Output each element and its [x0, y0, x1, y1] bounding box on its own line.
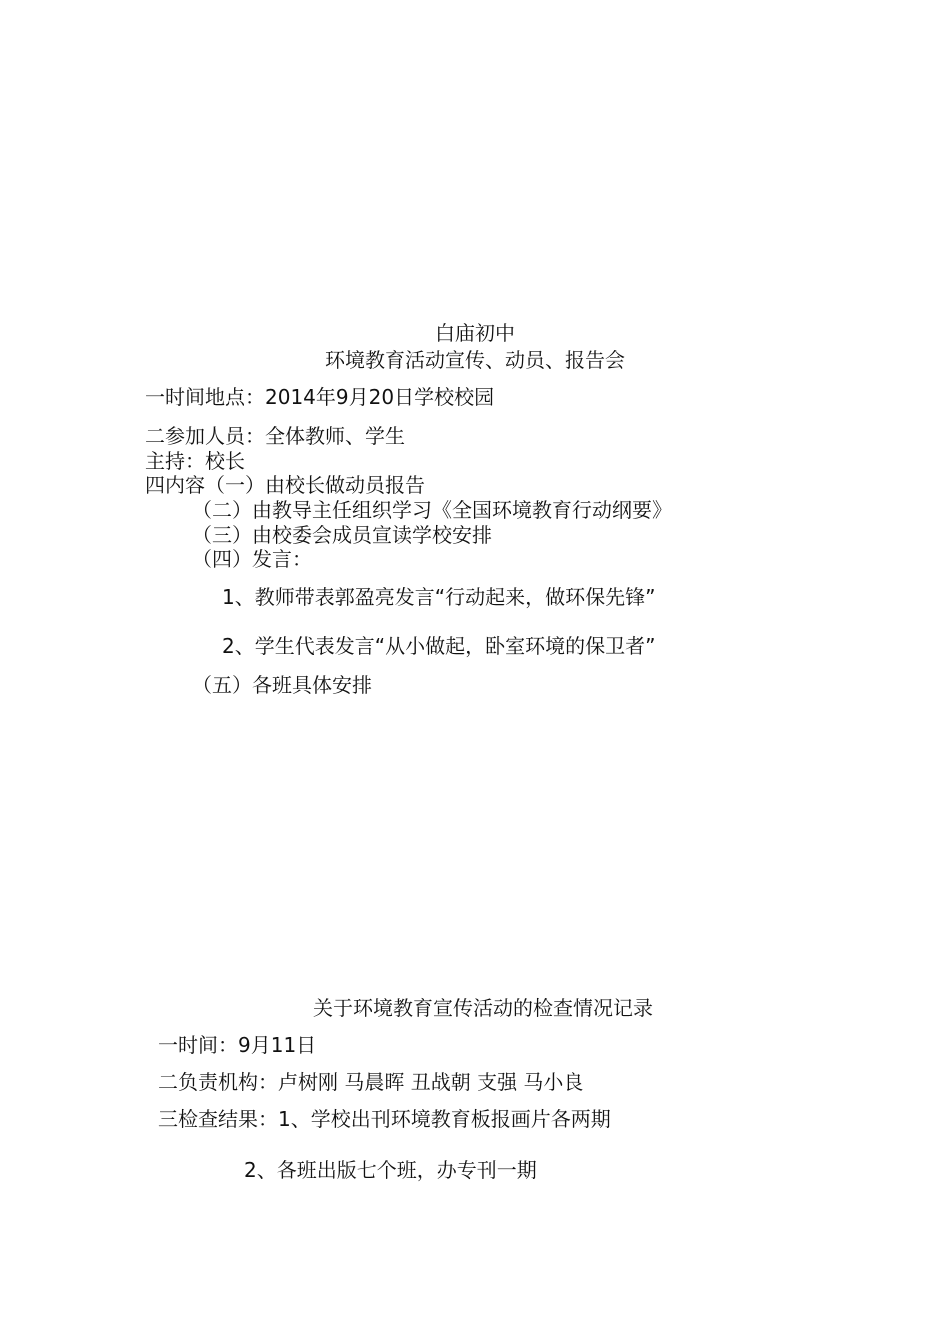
content-item: （四）发言： — [192, 547, 312, 571]
inspection-result-2: 2、各班出版七个班，办专刊一期 — [244, 1158, 537, 1182]
inspection-result-1: 三检查结果：1、学校出刊环境教育板报画片各两期 — [158, 1107, 611, 1131]
host: 主持：校长 — [145, 449, 245, 473]
inspection-responsible: 二负责机构：卢树刚 马晨晖 丑战朝 支强 马小良 — [158, 1070, 584, 1094]
notice-title: 环境教育活动宣传、动员、报告会 — [325, 348, 625, 372]
speech-item: 1、教师带表郭盈亮发言“行动起来，做环保先锋” — [222, 585, 656, 609]
inspection-title: 关于环境教育宣传活动的检查情况记录 — [313, 996, 653, 1020]
school-name: 白庙初中 — [435, 321, 515, 345]
participants: 二参加人员：全体教师、学生 — [145, 424, 405, 448]
time-place: 一时间地点：2014年9月20日学校校园 — [145, 385, 495, 409]
content-item: （三）由校委会成员宣读学校安排 — [192, 523, 492, 547]
content-item: （五）各班具体安排 — [192, 673, 372, 697]
content-heading: 四内容（一）由校长做动员报告 — [145, 473, 425, 497]
speech-item: 2、学生代表发言“从小做起，卧室环境的保卫者” — [222, 634, 656, 658]
inspection-time: 一时间：9月11日 — [158, 1033, 317, 1057]
content-item: （二）由教导主任组织学习《全国环境教育行动纲要》 — [192, 498, 672, 522]
